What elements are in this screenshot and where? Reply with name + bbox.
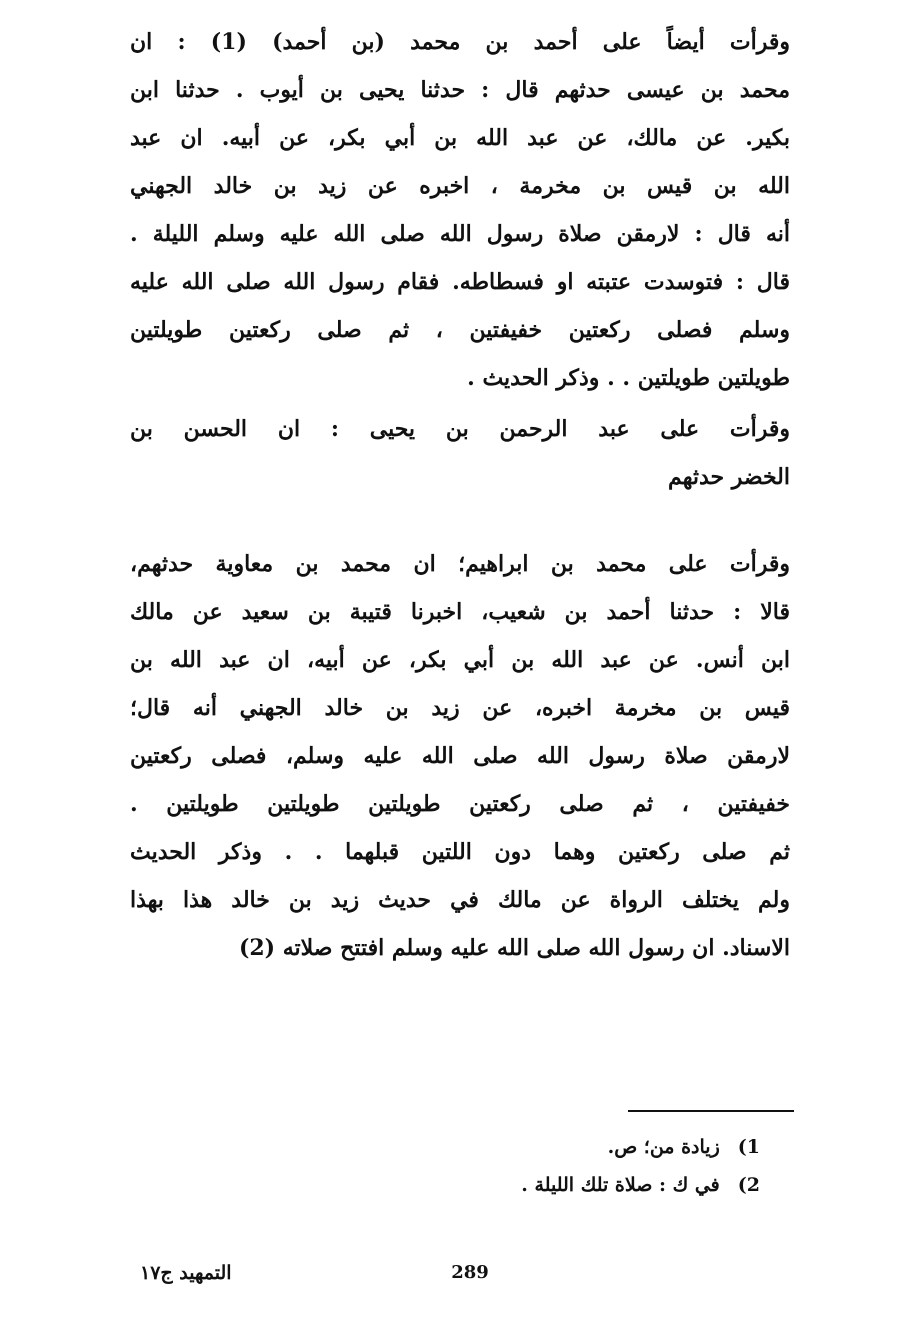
text-line: وقرأت على محمد بن ابراهيم؛ ان محمد بن معاوية حدثهم، — [130, 551, 790, 577]
text-line: وقرأت أيضاً على أحمد بن محمد (بن أحمد) (1) : ان — [130, 29, 790, 55]
footnote-text: زيادة من؛ ص. — [607, 1136, 720, 1158]
footnote-1 — [430, 1128, 760, 1166]
running-title: التمهيد ج١٧ — [140, 1262, 232, 1284]
footnote-divider — [628, 1110, 794, 1112]
text-line: ابن أنس. عن عبد الله بن أبي بكر، عن أبيه، ان عبد الله بن — [130, 647, 790, 673]
text-line: لارمقن صلاة رسول الله صلى الله عليه وسلم، فصلى ركعتين — [130, 743, 790, 769]
text-line: بكير. عن مالك، عن عبد الله بن أبي بكر، عن أبيه. ان عبد — [130, 125, 790, 151]
text-line: خفيفتين ، ثم صلى ركعتين طويلتين طويلتين طويلتين . — [130, 791, 790, 817]
text-line: الاسناد. ان رسول الله صلى الله عليه وسلم افتتح صلاته (2) — [238, 935, 790, 961]
paragraph-1 — [130, 18, 790, 402]
footnotes — [430, 1128, 760, 1204]
text-line: قالا : حدثنا أحمد بن شعيب، اخبرنا قتيبة بن سعيد عن مالك — [130, 599, 790, 625]
footnote-number: 1) — [737, 1136, 760, 1158]
text-line: طويلتين طويلتين . . وذكر الحديث . — [467, 365, 790, 391]
text-line: وسلم فصلى ركعتين خفيفتين ، ثم صلى ركعتين طويلتين — [130, 317, 790, 343]
text-line: محمد بن عيسى حدثهم قال : حدثنا يحيى بن أيوب . حدثنا ابن — [130, 77, 790, 103]
text-line: ولم يختلف الرواة عن مالك في حديث زيد بن خالد هذا بهذا — [130, 887, 790, 913]
footnote-text: في ك : صلاة تلك الليلة . — [521, 1174, 720, 1196]
text-line: قيس بن مخرمة اخبره، عن زيد بن خالد الجهني أنه قال؛ — [130, 695, 790, 721]
text-line: الخضر حدثهم — [668, 464, 790, 490]
text-line: وقرأت على عبد الرحمن بن يحيى : ان الحسن بن — [130, 416, 790, 442]
footnote-number: 2) — [737, 1174, 760, 1196]
text-line: ثم صلى ركعتين وهما دون اللتين قبلهما . . وذكر الحديث — [130, 839, 790, 865]
text-line: الله بن قيس بن مخرمة ، اخبره عن زيد بن خالد الجهني — [130, 173, 790, 199]
text-line: أنه قال : لارمقن صلاة رسول الله صلى الله عليه وسلم الليلة . — [130, 221, 790, 247]
footnote-2 — [430, 1166, 760, 1204]
text-line: قال : فتوسدت عتبته او فسطاطه. فقام رسول الله صلى الله عليه — [130, 269, 790, 295]
page-number: 289 — [451, 1262, 489, 1283]
paragraph-3 — [130, 540, 790, 972]
paragraph-2 — [130, 405, 790, 501]
